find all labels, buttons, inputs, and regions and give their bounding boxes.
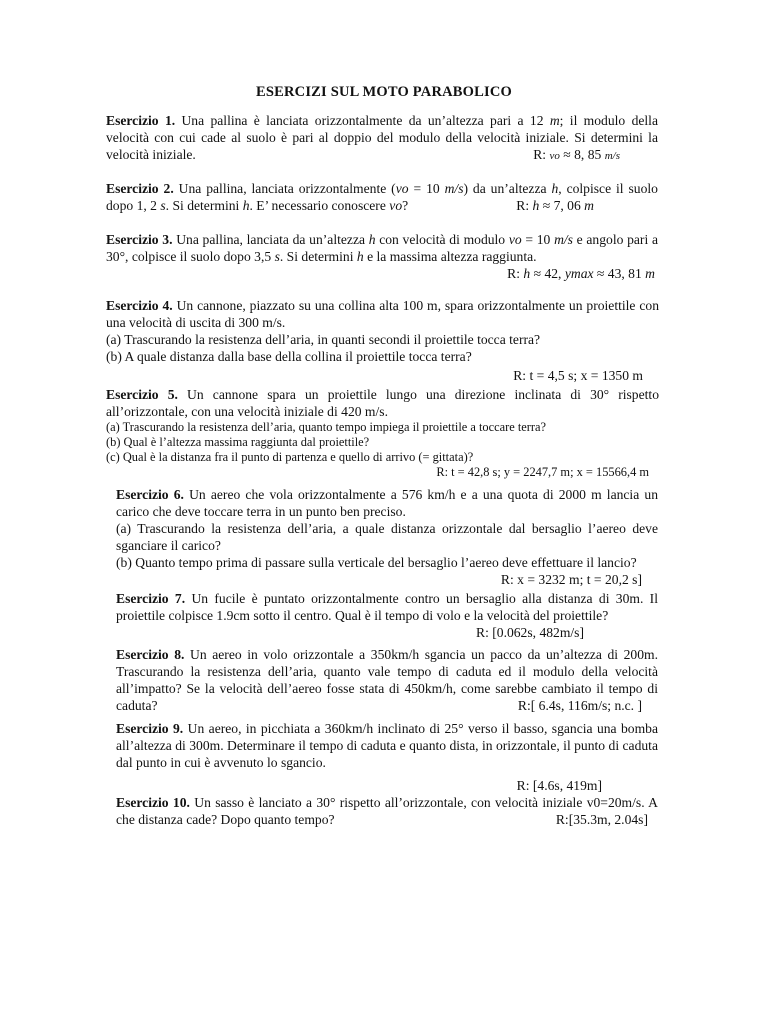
variable: vo <box>395 181 409 196</box>
unit: m/s <box>444 181 464 196</box>
exercise-8-text <box>116 646 658 714</box>
exercise-3-answer <box>106 265 655 282</box>
text-span: , colpisce il suolo dopo 1, 2 <box>106 181 658 213</box>
text-span: ? <box>402 198 409 213</box>
text-span: con velocità di modulo <box>375 232 509 247</box>
variable: h <box>532 198 540 213</box>
exercise-6 <box>116 486 658 588</box>
text-span: Una pallina è lanciata orizzontalmente da un’altezza pari a 12 <box>175 113 550 128</box>
exercise-7-label: Esercizio 7. <box>116 591 186 606</box>
variable: h <box>356 249 364 264</box>
exercise-6-text <box>116 486 658 520</box>
text-span: Una pallina, lanciata da un’altezza <box>172 232 369 247</box>
unit: m/s <box>604 150 620 162</box>
page-title: ESERCIZI SUL MOTO PARABOLICO <box>255 84 513 100</box>
text-span: ≈ 8, 85 <box>559 147 605 162</box>
variable: h <box>551 181 559 196</box>
exercise-5-text <box>106 386 659 420</box>
exercise-7-answer: R: [0.062s, 482m/s] <box>476 625 584 640</box>
text-span: Un cannone spara un proiettile lungo una direzione inclinata di 30° rispetto all’orizzontale, con una velocità iniziale di 420 m/s. <box>106 387 659 419</box>
text-span: R: <box>507 266 524 281</box>
unit: m <box>645 266 655 281</box>
exercise-4-question-b: (b) A quale distanza dalla base della collina il proiettile tocca terra? <box>106 349 472 364</box>
exercise-6-question-a: (a) Trascurando la resistenza dell’aria, a quale distanza orizzontale dal bersaglio l’aereo deve sganciare il carico? <box>116 521 658 553</box>
exercise-5-question-b: (b) Qual è l’altezza massima raggiunta dal proiettile? <box>106 435 370 449</box>
text-span: Un fucile è puntato orizzontalmente contro un bersaglio alla distanza di 30m. Il proiettile colpisce 1.9cm sotto il centro. Qual è il tempo di volo e la velocità del proiettile? <box>116 591 658 623</box>
exercise-4-label: Esercizio 4. <box>106 298 173 313</box>
variable: h <box>242 198 250 213</box>
text-span: Un cannone, piazzato su una collina alta 100 m, spara orizzontalmente un proiettile con una velocità di uscita di 300 m/s. <box>106 298 659 330</box>
unit: s <box>274 249 280 264</box>
text-span: R: <box>516 198 533 213</box>
text-span: e angolo pari a 30°, colpisce il suolo dopo 3,5 <box>106 232 658 264</box>
text-span: Un aereo che vola orizzontalmente a 576 km/h e a una quota di 2000 m lancia un carico che deve toccare terra in un punto ben preciso. <box>116 487 658 519</box>
text-span: ; il modulo della velocità con cui cade al suolo è pari al doppio del modulo della velocità iniziale. Si determini la velocità iniziale. <box>106 113 658 162</box>
exercise-4-question-a: (a) Trascurando la resistenza dell’aria, in quanti secondi il proiettile tocca terra? <box>106 332 541 347</box>
exercise-9-answer: R: [4.6s, 419m] <box>516 778 602 793</box>
text-span: . Si determini <box>279 249 357 264</box>
variable: vo <box>389 198 403 213</box>
text-span: Un sasso è lanciato a 30° rispetto all’orizzontale, con velocità iniziale v0=20m/s. A che distanza cade? Dopo quanto tempo? <box>116 795 658 827</box>
exercise-5-label: Esercizio 5. <box>106 387 178 402</box>
exercise-9-text <box>116 720 658 771</box>
exercise-6-label: Esercizio 6. <box>116 487 184 502</box>
exercise-6-question-b: (b) Quanto tempo prima di passare sulla verticale del bersaglio l’aereo deve effettuare il lancio? <box>116 555 637 570</box>
unit: s <box>160 198 166 213</box>
exercise-5-question-a: (a) Trascurando la resistenza dell’aria, quanto tempo impiega il proiettile a toccare terra? <box>106 420 547 434</box>
exercise-3-text <box>106 231 658 265</box>
text-span: = 10 <box>521 232 555 247</box>
exercise-10-answer: R:[35.3m, 2.04s] <box>555 812 648 827</box>
variable: h <box>368 232 376 247</box>
unit: m/s <box>554 232 573 247</box>
exercise-5 <box>106 386 659 480</box>
exercise-2-answer <box>516 197 594 214</box>
exercise-2-text <box>106 180 658 214</box>
exercise-3 <box>106 231 658 282</box>
exercise-1-label: Esercizio 1. <box>106 113 176 128</box>
exercise-3-label: Esercizio 3. <box>106 232 173 247</box>
exercise-4 <box>106 297 659 384</box>
exercise-1 <box>106 112 658 165</box>
exercise-8-label: Esercizio 8. <box>116 647 185 662</box>
variable: ymax <box>564 266 594 281</box>
variable: h <box>523 266 531 281</box>
exercise-2-label: Esercizio 2. <box>106 181 174 196</box>
exercise-9 <box>116 720 658 794</box>
exercise-8-answer: R:[ 6.4s, 116m/s; n.c. ] <box>517 698 642 713</box>
exercise-4-text <box>106 297 659 331</box>
exercise-10 <box>116 794 658 828</box>
exercise-2 <box>106 180 658 214</box>
text-span: ≈ 43, 81 <box>593 266 646 281</box>
exercise-1-text <box>106 112 658 163</box>
exercise-4-answer: R: t = 4,5 s; x = 1350 m <box>513 368 643 383</box>
exercise-1-answer <box>533 146 620 165</box>
unit: m <box>584 198 594 213</box>
text-span: = 10 <box>408 181 445 196</box>
unit: m <box>549 113 560 128</box>
exercise-8 <box>116 646 658 714</box>
text-span: ) da un’altezza <box>463 181 552 196</box>
text-span: R: <box>533 147 550 162</box>
exercise-10-text <box>116 794 658 828</box>
text-span: ≈ 42, <box>530 266 565 281</box>
exercise-9-label: Esercizio 9. <box>116 721 184 736</box>
text-span: ≈ 7, 06 <box>539 198 585 213</box>
text-span: Una pallina, lanciata orizzontalmente ( <box>173 181 396 196</box>
exercise-7 <box>116 590 658 641</box>
exercise-5-answer: R: t = 42,8 s; y = 2247,7 m; x = 15566,4 m <box>436 465 649 479</box>
text-span: . Si determini <box>165 198 243 213</box>
exercise-6-answer: R: x = 3232 m; t = 20,2 s] <box>500 572 642 587</box>
text-span: e la massima altezza raggiunta. <box>363 249 537 264</box>
exercise-5-question-c: (c) Qual è la distanza fra il punto di partenza e quello di arrivo (= gittata)? <box>106 450 474 464</box>
variable: vo <box>549 150 560 162</box>
exercise-7-text <box>116 590 658 624</box>
exercise-10-label: Esercizio 10. <box>116 795 190 810</box>
text-span: . E’ necessario conoscere <box>249 198 390 213</box>
text-span: Un aereo in volo orizzontale a 350km/h sgancia un pacco da un’altezza di 200m. Trascurando la resistenza dell’aria, quanto vale tempo di caduta ed il modulo della velocità all’impatto? Se la velocità dell’aereo fosse stata di 450km/h, come sarebbe cambiato il tempo di caduta? <box>116 647 658 713</box>
variable: vo <box>508 232 522 247</box>
text-span: Un aereo, in picchiata a 360km/h inclinato di 25° verso il basso, sgancia una bomba all’altezza di 300m. Determinare il tempo di caduta e quanto dista, in orizzontale, il punto di caduta dal punto in cui è avvenuto lo sgancio. <box>116 721 658 770</box>
